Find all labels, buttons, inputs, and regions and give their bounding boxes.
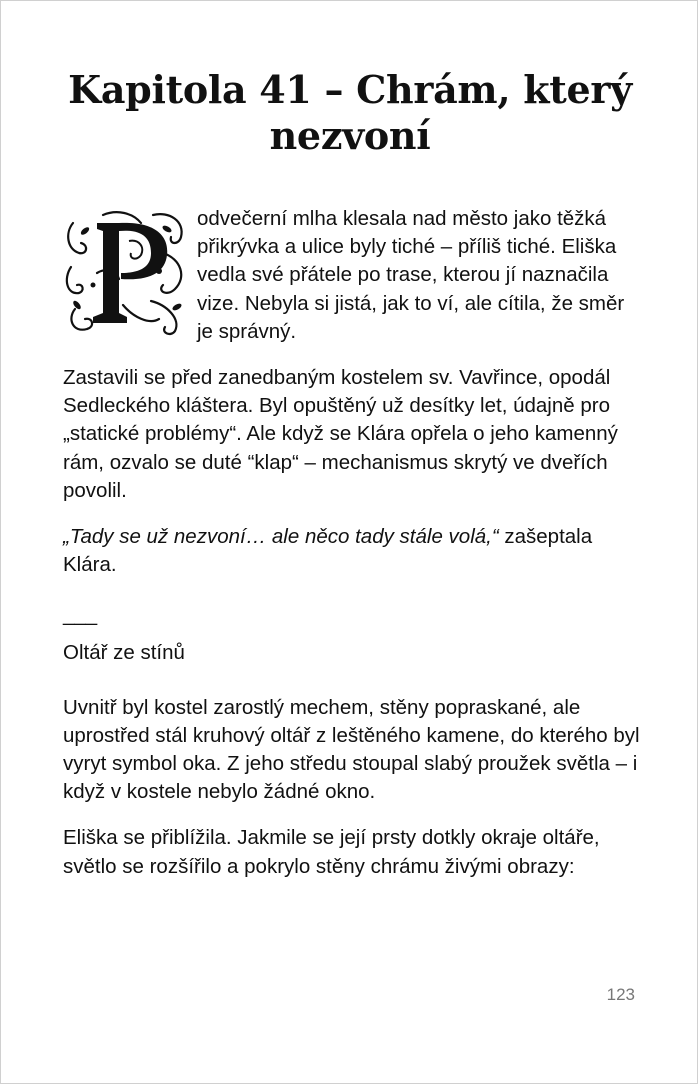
quote-attribution: zašeptala Klára. (63, 525, 593, 577)
paragraph: Zastavili se před zanedbaným kostelem sv. Vavřince, opodál Sedleckého kláštera. Byl opuštěný už desítky let, údajně pro „statické problémy“. Ale když se Klára opřela o jeho kamenný rám, ozvalo se duté “klap“ – mechanismus skrytý ve dveřích povolil. (63, 366, 618, 502)
paragraph: Uvnitř byl kostel zarostlý mechem, stěny popraskané, ale uprostřed stál kruhový oltář z leštěného kamene, do kterého byl vyryt symbol oka. Z jeho středu stoupal slabý proužek světla – i když v kostele nebylo žádné okno. (63, 695, 640, 804)
chapter-body (63, 205, 643, 899)
section-separator: ___ (63, 603, 98, 627)
page-number: 123 (606, 985, 635, 1004)
opening-paragraph-text: odvečerní mlha klesala nad město jako těžká přikrývka a ulice byly tiché – příliš tiché. Eliška vedla své přátele po trase, kterou jí naznačila vize. Nebyla si jistá, jak to ví, ale cítila, že směr je správný. (197, 207, 625, 343)
quote-paragraph (63, 523, 643, 579)
chapter-title: Kapitola 41 – Chrám, který nezvoní (68, 67, 632, 158)
ornate-dropcap-p-icon (63, 209, 189, 337)
opening-paragraph (63, 205, 643, 346)
paragraph: Eliška se přiblížila. Jakmile se její prsty dotkly okraje oltáře, světlo se rozšířilo a pokrylo stěny chrámu živými obrazy: (63, 826, 600, 878)
section-heading: Oltář ze stínů (63, 641, 185, 665)
quote-text: „Tady se už nezvoní… ale něco tady stále volá,“ (63, 525, 499, 549)
